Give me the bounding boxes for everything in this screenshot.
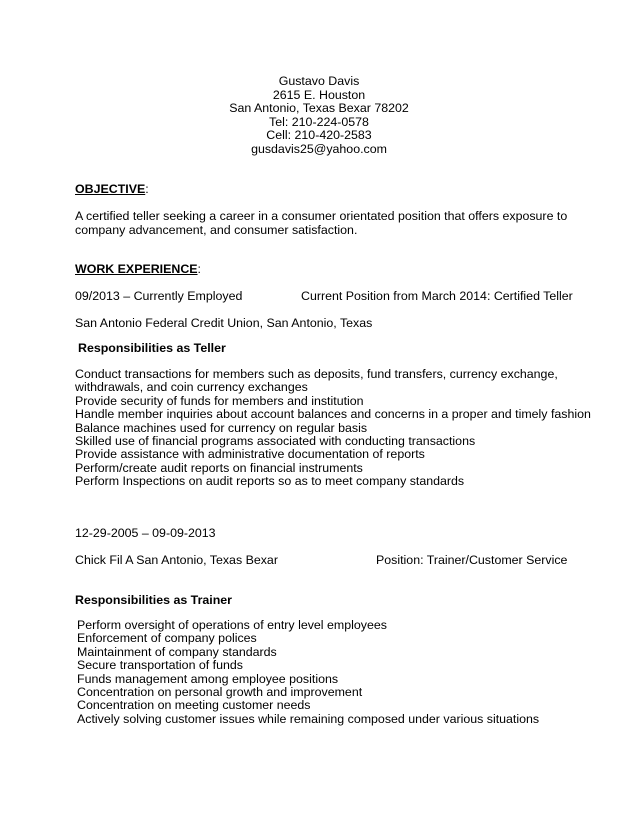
job2-employer: Chick Fil A San Antonio, Texas Bexar <box>75 553 278 567</box>
job2-dates: 12-29-2005 – 09-09-2013 <box>75 526 216 540</box>
list-item: Handle member inquiries about account balances and concerns in a proper and timely fashion <box>75 407 591 422</box>
list-item: Secure transportation of funds <box>77 658 243 673</box>
list-item: withdrawals, and coin currency exchanges <box>75 380 308 395</box>
list-item: Concentration on meeting customer needs <box>77 698 311 713</box>
list-item: Perform Inspections on audit reports so as to meet company standards <box>75 474 465 489</box>
objective-text-line-2: company advancement, and consumer satisfaction. <box>75 223 358 237</box>
list-item: Perform/create audit reports on financial instruments <box>75 460 363 475</box>
list-item: Provide security of funds for members and institution <box>75 393 364 408</box>
list-item: Concentration on personal growth and improvement <box>77 685 363 700</box>
list-item: Skilled use of financial programs associated with conducting transactions <box>75 434 476 449</box>
job1-employer: San Antonio Federal Credit Union, San Antonio, Texas <box>75 316 373 330</box>
address-line-2: San Antonio, Texas Bexar 78202 <box>229 101 409 115</box>
telephone: Tel: 210-224-0578 <box>269 115 369 129</box>
work-experience-heading: WORK EXPERIENCE <box>75 262 198 276</box>
job2-position: Position: Trainer/Customer Service <box>376 553 568 567</box>
address-line-1: 2615 E. Houston <box>272 88 366 102</box>
list-item: Enforcement of company polices <box>77 631 257 646</box>
job1-responsibilities-list <box>75 368 591 489</box>
objective-heading-colon: : <box>145 182 149 196</box>
list-item: Balance machines used for currency on regular basis <box>75 420 368 435</box>
cellphone: Cell: 210-420-2583 <box>266 128 372 142</box>
objective-text-line-1: A certified teller seeking a career in a consumer orientated position that offers exposure to <box>75 209 568 223</box>
list-item: Maintainment of company standards <box>77 644 277 659</box>
job1-position: Current Position from March 2014: Certified Teller <box>301 289 573 303</box>
list-item: Funds management among employee positions <box>77 671 339 686</box>
work-experience-heading-colon: : <box>197 262 201 276</box>
list-item: Perform oversight of operations of entry level employees <box>77 618 387 632</box>
candidate-name: Gustavo Davis <box>278 74 360 88</box>
job2-responsibilities-list <box>77 619 539 726</box>
job1-responsibilities-heading: Responsibilities as Teller <box>78 341 226 355</box>
work-experience-heading-row <box>75 262 201 276</box>
list-item: Conduct transactions for members such as deposits, fund transfers, currency exchange, <box>75 367 558 381</box>
objective-heading-row <box>75 182 149 196</box>
job1-dates: 09/2013 – Currently Employed <box>75 289 243 303</box>
list-item: Actively solving customer issues while remaining composed under various situations <box>77 711 540 726</box>
objective-heading: OBJECTIVE <box>75 182 146 196</box>
list-item: Provide assistance with administrative documentation of reports <box>75 447 425 462</box>
job2-responsibilities-heading: Responsibilities as Trainer <box>75 593 233 607</box>
email: gusdavis25@yahoo.com <box>251 142 387 156</box>
